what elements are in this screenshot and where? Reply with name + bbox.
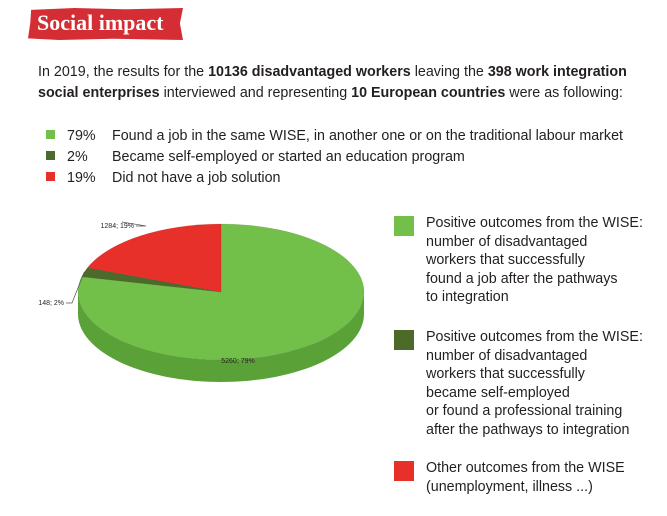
intro-text: interviewed and representing [159, 85, 352, 101]
summary-percent: 19% [67, 170, 96, 186]
intro-countries-count: 10 European countries [351, 85, 506, 101]
page-title: Social impact [37, 10, 164, 35]
data-label-self-employed: 148; 2% [38, 300, 64, 307]
intro-text: leaving the [410, 64, 488, 80]
intro-text: In 2019, the results for the [38, 64, 209, 80]
summary-text: Found a job in the same WISE, in another one or on the traditional labour market [112, 128, 624, 144]
summary-list [46, 126, 623, 189]
summary-item [46, 126, 623, 147]
intro-enterprises-count: 398 work integration social enterprises [38, 64, 627, 101]
summary-item [46, 147, 623, 168]
summary-bullet-icon [46, 172, 55, 181]
summary-bullet-icon [46, 151, 55, 160]
legend-swatch [394, 461, 414, 481]
data-label-found-job: 5260; 79% [221, 358, 255, 365]
intro-paragraph [38, 62, 658, 104]
summary-text: Did not have a job solution [112, 170, 281, 186]
legend-text: Positive outcomes from the WISE: number of disadvantaged workers that successfully found a job after the pathways to integration [426, 215, 643, 305]
legend-text: Positive outcomes from the WISE: number of disadvantaged workers that successfully became self-employed or found a professional training after the pathways to integration [426, 329, 643, 438]
legend-swatch [394, 216, 414, 236]
summary-percent: 2% [67, 149, 88, 165]
summary-bullet-icon [46, 130, 55, 139]
legend-swatch [394, 330, 414, 350]
summary-text: Became self-employed or started an education program [112, 149, 465, 165]
summary-percent: 79% [67, 128, 96, 144]
intro-text: were as following: [505, 85, 623, 101]
data-label-no-job: 1284; 19% [100, 223, 134, 230]
pie-chart [0, 200, 390, 400]
legend-text: Other outcomes from the WISE (unemployment, illness ...) [426, 460, 625, 495]
summary-item [46, 168, 623, 189]
intro-workers-count: 10136 disadvantaged workers [208, 64, 411, 80]
